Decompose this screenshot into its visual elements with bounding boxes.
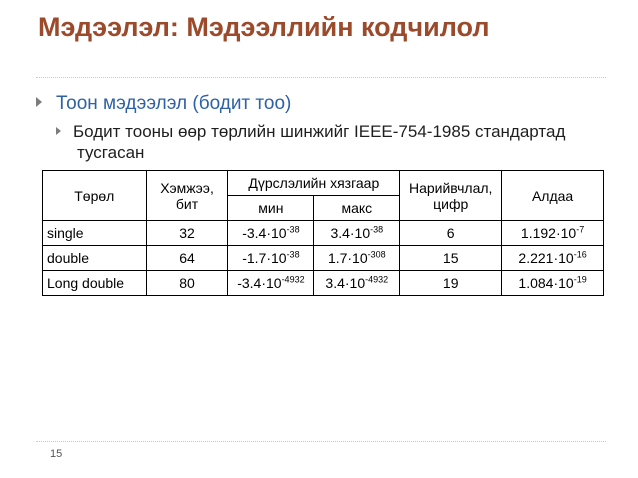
bottom-divider <box>36 441 606 442</box>
page-number: 15 <box>50 448 63 460</box>
cell-min: $-1.7\cdot 10^{-38}$ <box>228 246 314 271</box>
bullet-level2-text-line2: тусгасан <box>77 143 145 162</box>
cell-precision: 15 <box>400 246 502 271</box>
table-header-row <box>43 171 604 196</box>
header-precision: Нарийвчлал, цифр <box>400 171 502 221</box>
cell-error: $1.084\cdot 10^{-19}$ <box>502 271 604 296</box>
cell-min: $-3.4\cdot 10^{-4932}$ <box>228 271 314 296</box>
cell-min: $-3.4\cdot 10^{-38}$ <box>228 221 314 246</box>
bullet-arrow-icon <box>56 127 61 135</box>
cell-size: 64 <box>146 246 228 271</box>
header-size: Хэмжээ, бит <box>146 171 228 221</box>
cell-error: $1.192\cdot 10^{-7}$ <box>502 221 604 246</box>
bullet-level1-text: Тоон мэдээлэл (бодит тоо) <box>56 93 292 114</box>
table-row <box>43 221 604 246</box>
table-row <box>43 271 604 296</box>
header-max: макс <box>314 196 400 221</box>
cell-type: Long double <box>43 271 147 296</box>
header-range: Дүрслэлийн хязгаар <box>228 171 400 196</box>
cell-size: 32 <box>146 221 228 246</box>
header-error: Алдаа <box>502 171 604 221</box>
cell-max: $3.4\cdot 10^{-4932}$ <box>314 271 400 296</box>
top-divider <box>36 77 606 78</box>
cell-precision: 19 <box>400 271 502 296</box>
header-type: Төрөл <box>43 171 147 221</box>
cell-type: single <box>43 221 147 246</box>
bullet-level2 <box>56 121 616 163</box>
bullet-arrow-icon <box>36 97 42 107</box>
bullet-level1 <box>36 93 291 115</box>
cell-size: 80 <box>146 271 228 296</box>
ieee-754-table <box>42 170 604 296</box>
cell-type: double <box>43 246 147 271</box>
bullet-level2-text-line1: Бодит тооны өөр төрлийн шинжийг IEEE-754-1985 стандартад <box>73 122 566 141</box>
slide-title: Мэдээлэл: Мэдээллийн кодчилол <box>38 12 490 42</box>
cell-precision: 6 <box>400 221 502 246</box>
header-min: мин <box>228 196 314 221</box>
cell-max: $3.4\cdot 10^{-38}$ <box>314 221 400 246</box>
table-row <box>43 246 604 271</box>
cell-error: $2.221\cdot 10^{-16}$ <box>502 246 604 271</box>
cell-max: $1.7\cdot 10^{-308}$ <box>314 246 400 271</box>
